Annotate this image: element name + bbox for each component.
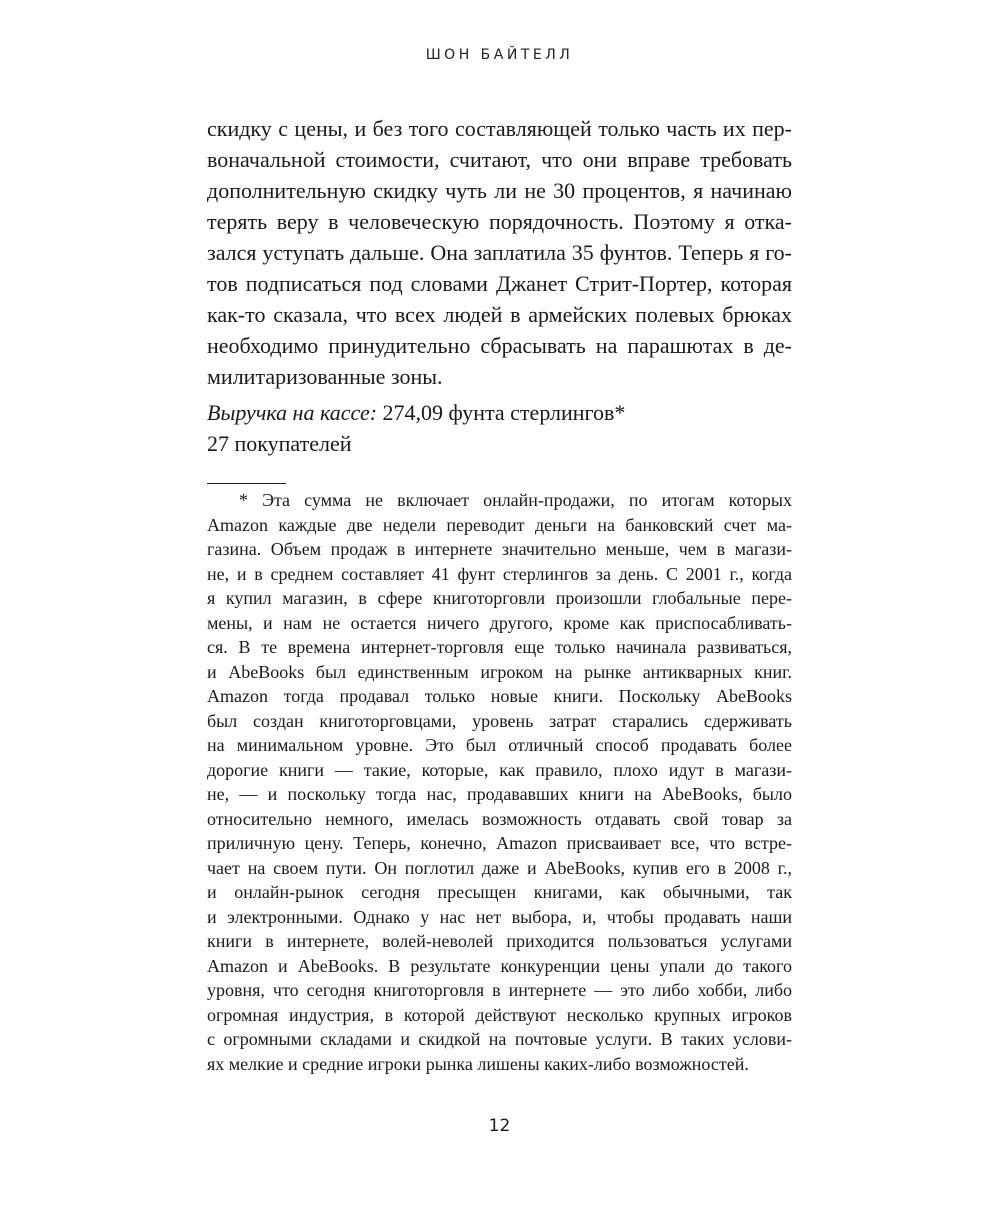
footnote-line: с огромными складами и скидкой на почтовые услуги. В таких услови- (207, 1029, 792, 1049)
text-line: милитаризованные зоны. (207, 364, 443, 389)
text-line: скидку с цены, и без того составляющей только часть их пер- (207, 116, 792, 141)
text-line: терять веру в человеческую порядочность. Поэтому я отка- (207, 209, 792, 234)
footnote-line: приличную цену. Теперь, конечно, Amazon присваивает все, что встре- (207, 833, 792, 853)
running-head-author: ШОН БАЙТЕЛЛ (425, 47, 574, 63)
customers-count: 27 покупателей (207, 431, 352, 456)
footnote-line: книги в интернете, волей-неволей приходится пользоваться услугами (207, 931, 792, 951)
footnote-line: дорогие книги — такие, которые, как правило, плохо идут в магази- (207, 759, 792, 780)
footnote-line: и онлайн-рынок сегодня пресыщен книгами, как обычными, так (207, 882, 792, 902)
footnote-line: был создан книготорговцами, уровень затрат старались сдерживать (207, 710, 792, 731)
footnote-line: и электронными. Однако у нас нет выбора, и, чтобы продавать наши (207, 906, 792, 927)
footnote-line: не, — и поскольку тогда нас, продававших книги на AbeBooks, было (207, 784, 792, 804)
footnote-line: мены, и нам не остается ничего другого, кроме как приспосабливать- (207, 612, 792, 633)
text-line: воначальной стоимости, считают, что они вправе требовать (207, 147, 792, 172)
text-line: необходимо принудительно сбрасывать на парашютах в де- (207, 333, 792, 358)
text-line: зался уступать дальше. Она заплатила 35 фунтов. Теперь я го- (207, 240, 792, 265)
footnote-line: на минимальном уровне. Это был отличный способ продавать более (207, 735, 792, 755)
footnote-line: ях мелкие и средние игроки рынка лишены каких-либо возможностей. (207, 1053, 749, 1074)
footnote-line: * Эта сумма не включает онлайн-продажи, по итогам которых (239, 490, 792, 510)
footnote-line: уровня, что сегодня книготорговля в интернете — это либо хобби, либо (207, 980, 792, 1000)
footnote-line: ся. В те времена интернет-торговля еще только начинала развиваться, (207, 637, 792, 657)
footnote-line: Amazon и AbeBooks. В результате конкуренции цены упали до такого (207, 955, 792, 976)
text-line: как-то сказала, что всех людей в армейских полевых брюках (207, 302, 792, 327)
daily-stats (207, 397, 792, 459)
footnote-line: Amazon тогда продавал только новые книги. Поскольку AbeBooks (207, 686, 792, 706)
text-line: тов подписаться под словами Джанет Стрит-Портер, которая (207, 271, 792, 296)
footnote (207, 488, 792, 1076)
text-line: дополнительную скидку чуть ли не 30 процентов, я начинаю (207, 178, 792, 203)
footnote-line: не, и в среднем составляет 41 фунт стерлингов за день. С 2001 г., когда (207, 563, 792, 584)
footnote-line: чает на своем пути. Он поглотил даже и AbeBooks, купив его в 2008 г., (207, 857, 792, 878)
footnote-separator (207, 483, 286, 484)
revenue-label: Выручка на кассе: (207, 400, 378, 425)
footnote-line: Amazon каждые две недели переводит деньги на банковский счет ма- (207, 514, 792, 535)
footnote-line: относительно немного, имелась возможность отдавать свой товар за (207, 808, 792, 829)
footnote-line: и AbeBooks был единственным игроком на рынке антикварных книг. (207, 661, 792, 682)
body-paragraph (207, 113, 792, 392)
footnote-line: газина. Объем продаж в интернете значительно меньше, чем в магази- (207, 539, 792, 559)
revenue-value: 274,09 фунта стерлингов* (377, 400, 626, 425)
footnote-line: я купил магазин, в сфере книготорговли произошли глобальные пере- (207, 588, 792, 608)
revenue-line (207, 397, 792, 428)
footnote-line: огромная индустрия, в которой действуют несколько крупных игроков (207, 1004, 792, 1025)
page-number: 12 (488, 1116, 511, 1136)
